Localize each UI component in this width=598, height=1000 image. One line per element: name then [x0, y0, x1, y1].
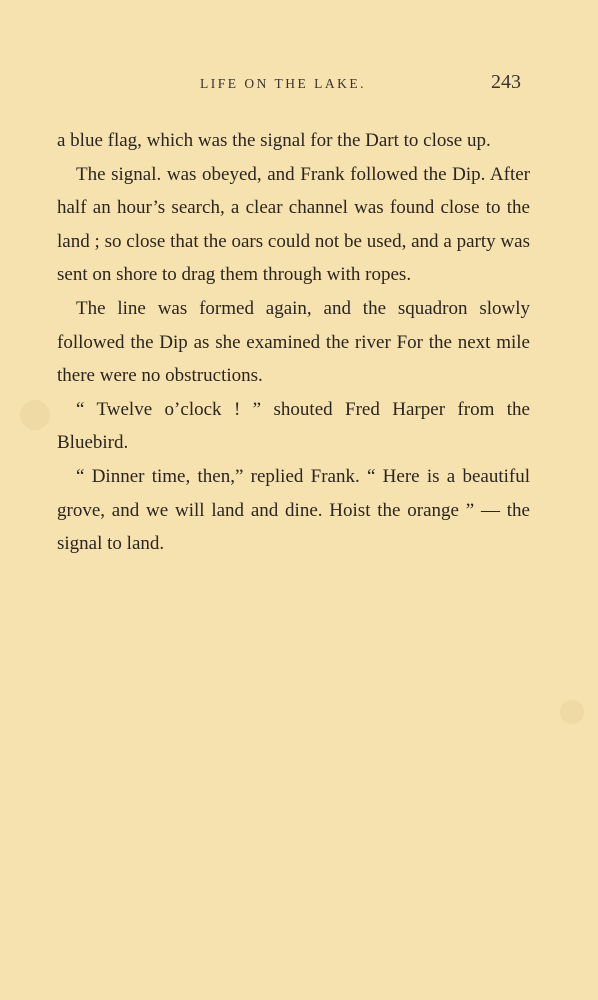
running-title: LIFE ON THE LAKE.: [200, 76, 366, 91]
body-text: [57, 124, 530, 561]
paragraph-continuation: a blue flag, which was the signal for the Dart to close up.: [57, 130, 491, 151]
page-number: 243: [491, 71, 521, 93]
paragraph: The line was formed again, and the squadron slowly followed the Dip as she examined the river For the next mile there were no obstructions.: [57, 297, 530, 387]
paper-stain: [560, 700, 584, 724]
paragraph: “ Twelve o’clock ! ” shouted Fred Harper from the Bluebird.: [57, 398, 530, 454]
paragraph: The signal. was obeyed, and Frank followed the Dip. After half an hour’s search, a clear channel was found close to the land ; so close that the oars could not be used, and a party was sent on shore to drag them through with ropes.: [57, 163, 530, 286]
paragraph: “ Dinner time, then,” replied Frank. “ Here is a beautiful grove, and we will land and dine. Hoist the orange ” — the signal to land.: [57, 465, 530, 555]
paper-stain: [20, 400, 50, 430]
running-head: [0, 71, 598, 98]
